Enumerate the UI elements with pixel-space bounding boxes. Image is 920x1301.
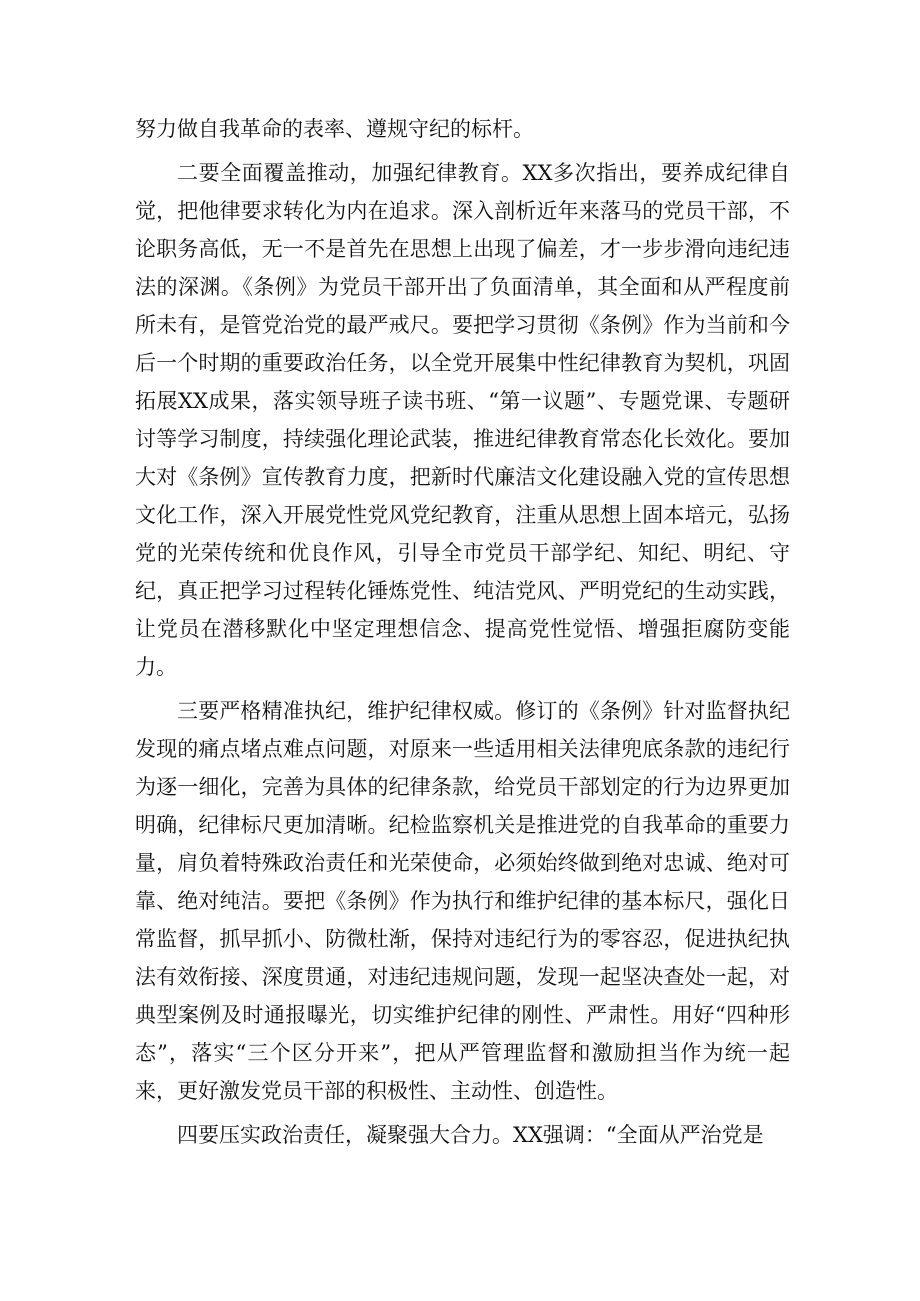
document-body bbox=[135, 110, 790, 1160]
paragraph-continuation: 努力做自我革命的表率、遵规守纪的标杆。 bbox=[135, 117, 534, 141]
paragraph-political-responsibility: 四要压实政治责任，凝聚强大合力。XX强调：“全面从严治党是 bbox=[177, 1123, 764, 1147]
paragraph-discipline-education: 二要全面覆盖推动，加强纪律教育。XX多次指出，要养成纪律自觉，把他律要求转化为内在追求。深入剖析近年来落马的党员干部，不论职务高低，无一不是首先在思想上出现了偏差，才一步步滑向违纪违法的深渊。《条例》为党员干部开出了负面清单，其全面和从严程度前所未有，是管党治党的最严戒尺。要把学习贯彻《条例》作为当前和今后一个时期的重要政治任务，以全党开展集中性纪律教育为契机，巩固拓展XX成果，落实领导班子读书班、“第一议题”、专题党课、专题研讨等学习制度，持续强化理论武装，推进纪律教育常态化长效化。要加大对《条例》宣传教育力度，把新时代廉洁文化建设融入党的宣传思想文化工作，深入开展党性党风党纪教育，注重从思想上固本培元，弘扬党的光荣传统和优良作风，引导全市党员干部学纪、知纪、明纪、守纪，真正把学习过程转化锤炼党性、纯洁党风、严明党纪的生动实践，让党员在潜移默化中坚定理想信念、提高党性觉悟、增强拒腐防变能力。 bbox=[135, 161, 790, 679]
paragraph-discipline-enforcement: 三要严格精准执纪，维护纪律权威。修订的《条例》针对监督执纪发现的痛点堵点难点问题，对原来一些适用相关法律兜底条款的违纪行为逐一细化，完善为具体的纪律条款，给党员干部划定的行为边界更加明确，纪律标尺更加清晰。纪检监察机关是推进党的自我革命的重要力量，肩负着特殊政治责任和光荣使命，必须始终做到绝对忠诚、绝对可靠、绝对纯洁。要把《条例》作为执行和维护纪律的基本标尺，强化日常监督，抓早抓小、防微杜渐，保持对违纪行为的零容忍，促进执纪执法有效衔接、深度贯通，对违纪违规问题，发现一起坚决查处一起，对典型案例及时通报曝光，切实维护纪律的刚性、严肃性。用好“四种形态”，落实“三个区分开来”，把从严管理监督和激励担当作为统一起来，更好激发党员干部的积极性、主动性、创造性。 bbox=[135, 699, 790, 1103]
